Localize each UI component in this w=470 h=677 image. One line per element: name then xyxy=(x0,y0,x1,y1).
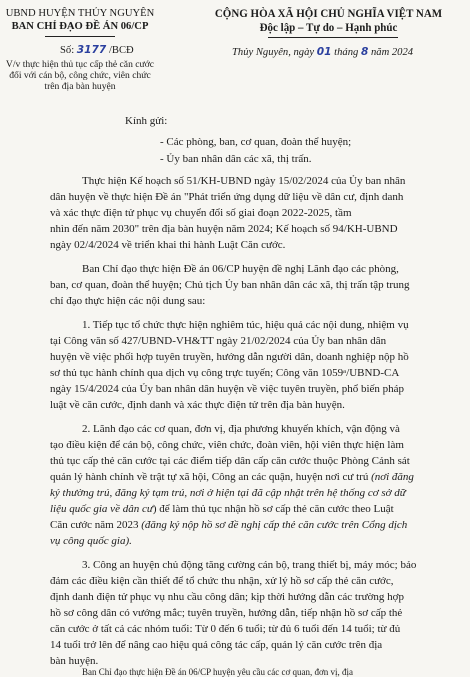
recipient-item: - Ủy ban nhân dân các xã, thị trấn. xyxy=(160,153,312,165)
date-day: 01 xyxy=(316,46,332,58)
body-line-italic: vụ công quốc gia). xyxy=(50,535,132,547)
motto-underline xyxy=(268,37,398,38)
agency-parent: UBND HUYỆN THỦY NGUYÊN xyxy=(5,8,155,19)
body-line: Thực hiện Kế hoạch số 51/KH-UBND ngày 15/02/2024 của Ủy ban nhân xyxy=(82,175,406,187)
body-line: 1. Tiếp tục tổ chức thực hiện nghiêm túc, hiệu quả các nội dung, nhiệm vụ xyxy=(82,319,409,331)
body-line: 3. Công an huyện chủ động tăng cường cán bộ, trang thiết bị, máy móc; bảo xyxy=(82,559,417,571)
body-line: ngày 15/4/2024 của Ủy ban nhân dân huyện về việc tuyên truyền, phổ biến pháp xyxy=(50,383,405,395)
date-month: 8 xyxy=(360,46,369,58)
body-line: định danh điện tử phục vụ nhu cầu công dân; kịp thời hướng dẫn các trường hợp xyxy=(50,591,404,603)
body-line: chỉ đạo thực hiện các nội dung sau: xyxy=(50,295,206,307)
body-line: bàn huyện. xyxy=(50,655,99,667)
recipients-title: Kính gửi: xyxy=(125,115,168,127)
body-line xyxy=(50,471,414,483)
subject-line-3: trên địa bàn huyện xyxy=(44,81,116,92)
body-line-part: Căn cước năm 2023 xyxy=(50,519,139,531)
date-suffix: năm 2024 xyxy=(370,47,414,58)
body-line: ban, cơ quan, đoàn thể huyện; Chủ tịch Ủy ban nhân dân các xã, thị trấn tập trung xyxy=(50,279,410,291)
body-line: 14 tuổi trở lên để nâng cao hiệu quả công tác cấp, quản lý căn cước trên địa xyxy=(50,639,383,651)
body-line: Ban Chỉ đạo thực hiện Đề án 06/CP huyện đề nghị Lãnh đạo các phòng, xyxy=(82,263,399,275)
body-line: và xác thực điện tử phục vụ chuyển đổi số giai đoạn 2022-2025, tầm xyxy=(50,207,352,219)
agency-name: BAN CHỈ ĐẠO ĐỀ ÁN 06/CP xyxy=(11,21,149,32)
body-line: tạo điều kiện để cán bộ, công chức, viên chức, đoàn viên, hội viên thực hiện làm xyxy=(50,439,404,451)
national-title: CỘNG HÒA XÃ HỘI CHỦ NGHĨA VIỆT NAM xyxy=(214,8,443,20)
body-line-italic: ký thường trú, đăng ký tạm trú, nơi ở hiện tại đã cập nhật trên hệ thống cơ sở dữ xyxy=(50,487,406,499)
document-date xyxy=(232,46,413,58)
body-line: thủ tục cấp thẻ căn cước tại các điểm tiếp dân cấp căn cước thuộc Phòng Cảnh sát xyxy=(50,455,410,467)
body-line-italic: (nơi đăng xyxy=(371,471,414,483)
body-line-part: quản lý hành chính về trật tự xã hội, Công an các quận, huyện nơi cư trú xyxy=(50,471,369,483)
date-mid: tháng xyxy=(334,47,359,58)
body-line-part: ) để làm thủ tục nhận hồ sơ cấp thẻ căn cước theo Luật xyxy=(152,503,394,515)
body-line xyxy=(50,519,407,531)
body-line: luật về căn cước, định danh và xác thực điện tử trên địa bàn huyện. xyxy=(50,399,345,411)
body-line-italic: liệu quốc gia về dân cư xyxy=(50,503,153,515)
body-line: căn cước ở tất cả các nhóm tuổi: Từ 0 đến 6 tuổi; từ đủ 6 tuổi đến 14 tuổi; từ đủ xyxy=(50,623,401,635)
closing-line: Ban Chỉ đạo thực hiện Đề án 06/CP huyện yêu cầu các cơ quan, đơn vị, địa xyxy=(82,667,353,677)
body-line: hồ sơ công dân có vướng mắc; tuyên truyền, hướng dẫn, tiếp nhận hồ sơ cấp thẻ xyxy=(50,607,403,619)
body-line xyxy=(50,503,394,515)
subject-line-2: đối với cán bộ, công chức, viên chức xyxy=(9,70,151,81)
body-line: sơ thủ tục hành chính qua dịch vụ công trực tuyến; Công văn 1059ᵃ/UBND-CA xyxy=(50,367,400,379)
body-line-italic: (đăng ký nộp hồ sơ đề nghị cấp thẻ căn cước trên Cổng dịch xyxy=(141,519,408,531)
number-handwritten: 3177 xyxy=(76,44,107,56)
body-line: tại Công văn số 427/UBND-VH&TT ngày 21/02/2024 của Ủy ban nhân dân xyxy=(50,335,387,347)
agency-underline xyxy=(45,36,115,37)
body-line: huyện về việc phối hợp tuyên truyền, hướng dẫn người dân, doanh nghiệp nộp hồ xyxy=(50,351,409,363)
body-line: nhìn đến năm 2030" trên địa bàn huyện năm 2024; Kế hoạch số 94/KH-UBND xyxy=(50,223,398,235)
number-suffix: /BCĐ xyxy=(108,45,134,56)
body-line: ngày 02/4/2024 về triển khai thi hành Luật Căn cước. xyxy=(50,239,286,251)
body-line: dân huyện về thực hiện Đề án "Phát triển ứng dụng dữ liệu về dân cư, định danh xyxy=(50,191,404,203)
number-prefix: Số: xyxy=(60,45,75,56)
body-line: 2. Lãnh đạo các cơ quan, đơn vị, địa phương khuyến khích, vận động và xyxy=(82,423,400,435)
document-number xyxy=(60,44,134,56)
recipient-item: - Các phòng, ban, cơ quan, đoàn thể huyện; xyxy=(160,136,352,148)
date-prefix: Thủy Nguyên, ngày xyxy=(232,47,315,58)
subject-line-1: V/v thực hiện thủ tục cấp thẻ căn cước xyxy=(5,59,155,70)
national-motto: Độc lập – Tự do – Hạnh phúc xyxy=(259,22,398,34)
body-line: đảm các điều kiện cần thiết để tổ chức thu nhận, xử lý hồ sơ cấp thẻ căn cước, xyxy=(50,575,394,587)
